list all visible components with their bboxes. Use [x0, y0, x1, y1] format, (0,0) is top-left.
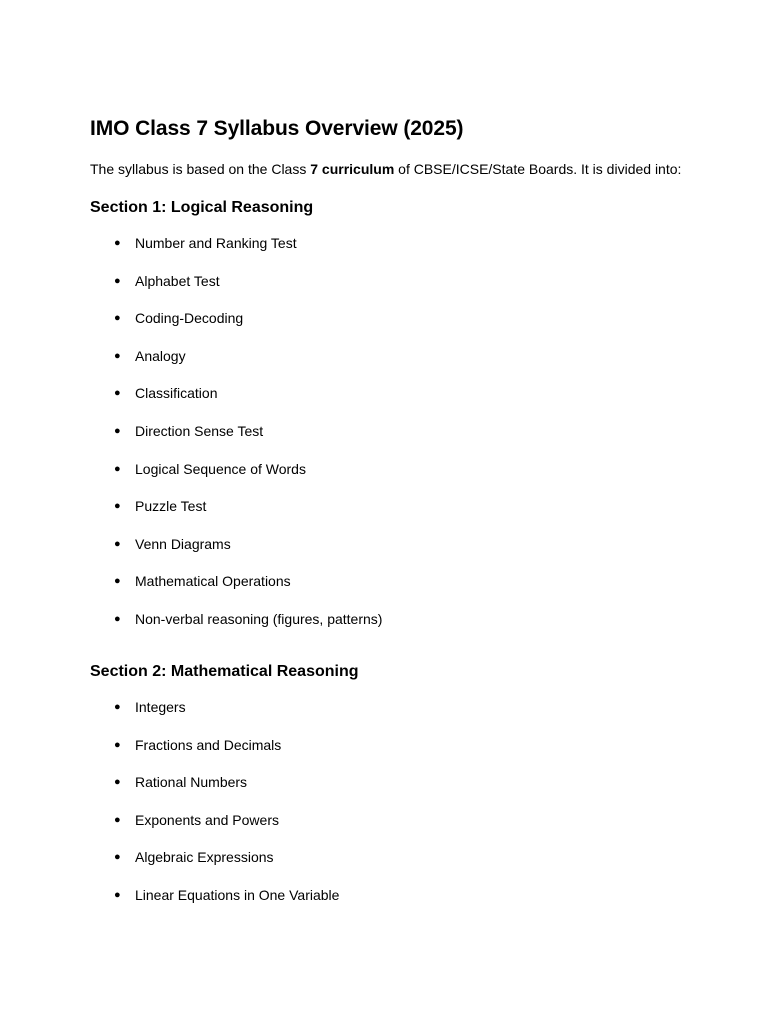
list-item-text: Logical Sequence of Words [135, 460, 306, 477]
bullet-icon: ● [114, 813, 121, 826]
bullet-icon: ● [114, 500, 121, 513]
bullet-icon: ● [114, 700, 121, 713]
bullet-icon: ● [114, 237, 121, 249]
bullet-icon: ● [114, 851, 121, 864]
document-page [90, 116, 730, 904]
bullet-icon: ● [114, 537, 121, 550]
bullet-icon: ● [114, 387, 121, 400]
bullet-icon: ● [114, 612, 121, 625]
list-item [90, 234, 730, 252]
list-item-text: Direction Sense Test [135, 422, 264, 439]
section-2-title: Section 2: Mathematical Reasoning [90, 662, 359, 680]
list-item [90, 610, 730, 628]
list-item-text: Exponents and Powers [135, 811, 279, 828]
list-item [90, 272, 730, 290]
list-item [90, 309, 730, 327]
list-item [90, 811, 730, 829]
list-item [90, 886, 730, 904]
section-2-list [90, 698, 730, 904]
list-item [90, 736, 730, 754]
bullet-icon: ● [114, 349, 121, 362]
bullet-icon: ● [114, 888, 121, 901]
bullet-icon: ● [114, 462, 121, 475]
list-item-text: Linear Equations in One Variable [135, 886, 340, 903]
list-item [90, 460, 730, 478]
list-item [90, 698, 730, 716]
section-1-title: Section 1: Logical Reasoning [90, 199, 314, 216]
bullet-icon: ● [114, 274, 121, 287]
list-item-text: Puzzle Test [135, 498, 207, 515]
list-item-text: Coding-Decoding [135, 310, 244, 327]
bullet-icon: ● [114, 424, 121, 437]
intro-text-before: The syllabus is based on the Class [90, 161, 311, 177]
list-item-text: Mathematical Operations [135, 573, 291, 590]
list-item-text: Non-verbal reasoning (figures, patterns) [135, 610, 383, 627]
list-item-text: Algebraic Expressions [135, 849, 274, 866]
intro-paragraph [90, 160, 730, 178]
list-item-text: Number and Ranking Test [135, 235, 297, 251]
list-item-text: Analogy [135, 347, 186, 364]
list-item-text: Venn Diagrams [135, 535, 231, 552]
list-item [90, 535, 730, 553]
bullet-icon: ● [114, 738, 121, 751]
list-item-text: Fractions and Decimals [135, 736, 282, 753]
list-item [90, 422, 730, 440]
list-item-text: Integers [135, 698, 186, 715]
list-item-text: Classification [135, 385, 218, 402]
intro-text-after: of CBSE/ICSE/State Boards. It is divided into: [394, 161, 682, 177]
list-item [90, 572, 730, 590]
bullet-icon: ● [114, 575, 121, 588]
bullet-icon: ● [114, 776, 121, 789]
intro-text-bold: 7 curriculum [310, 161, 395, 177]
list-item [90, 848, 730, 866]
list-item-text: Rational Numbers [135, 774, 248, 791]
bullet-icon: ● [114, 312, 121, 325]
list-item [90, 384, 730, 402]
list-item [90, 773, 730, 791]
list-item-text: Alphabet Test [135, 272, 220, 289]
section-1-list [90, 234, 730, 628]
list-item [90, 347, 730, 365]
page-title: IMO Class 7 Syllabus Overview (2025) [90, 117, 464, 140]
list-item [90, 497, 730, 515]
